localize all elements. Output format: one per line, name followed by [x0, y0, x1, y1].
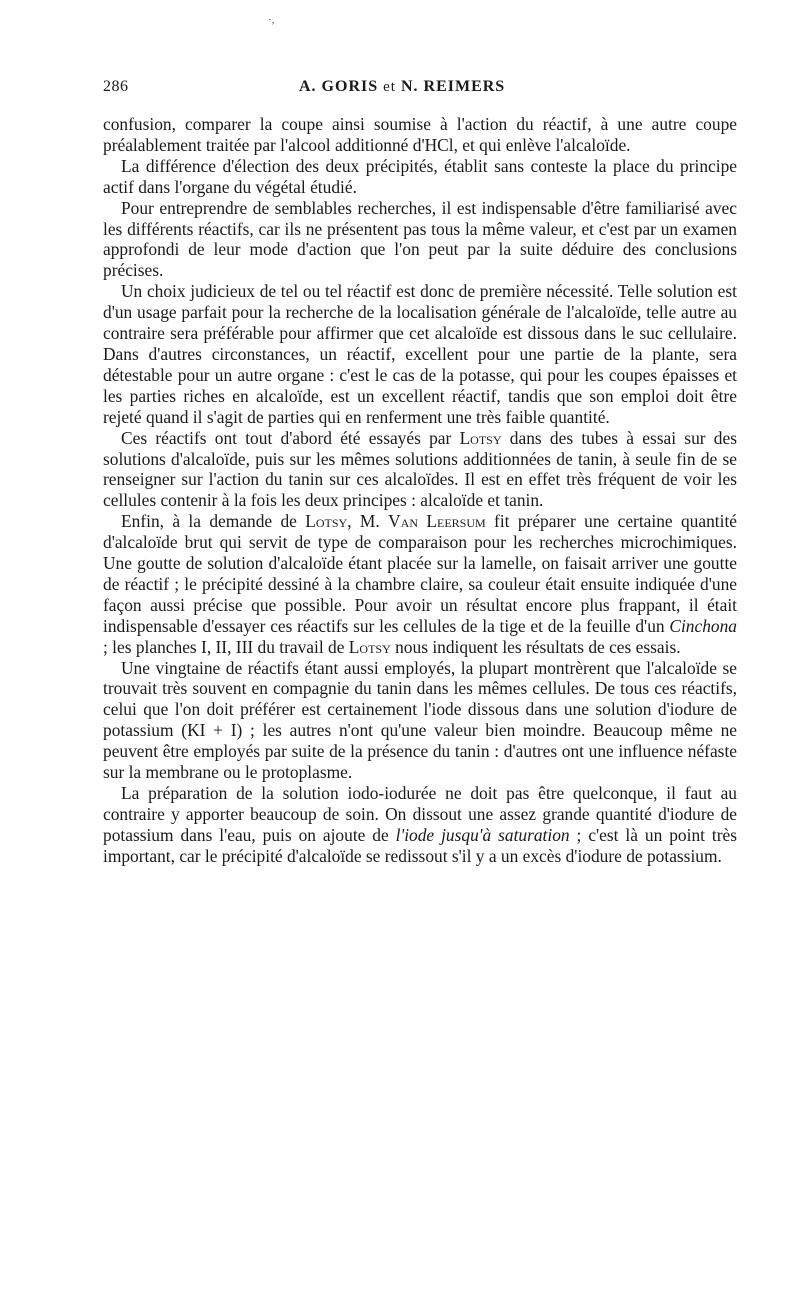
paragraph-1: confusion, comparer la coupe ainsi soumise à l'action du réactif, à une autre coupe préalablement traitée par l'alcool additionné d'HCl, et qui enlève l'alcaloïde.: [103, 114, 737, 155]
paragraph-5-text-before: Ces réactifs ont tout d'abord été essayés par: [121, 427, 460, 448]
page-number: 286: [103, 78, 129, 95]
author-2: N. REIMERS: [400, 78, 506, 95]
author-1: A. GORIS: [299, 78, 379, 95]
paragraph-6-seg-4: ; les planches I, II, III du travail de: [103, 636, 349, 657]
genus-name-cinchona: Cinchona: [669, 615, 737, 636]
author-name-lotsy: Lotsy: [459, 427, 502, 448]
running-head: [299, 78, 505, 96]
emphasis-saturation: l'iode jusqu'à saturation: [395, 824, 570, 845]
paragraph-8-seg-1: La préparation de la solution iodo-iodurée ne doit pas être quelconque, il faut au contraire y apporter beaucoup de soin. On dissout une assez grande quantité d'iodure de potassium dans l'eau, puis on ajoute de: [103, 783, 737, 845]
body-text: [103, 114, 737, 867]
page-header: [103, 78, 737, 102]
paragraph-2: La différence d'élection des deux précipités, établit sans conteste la place du principe actif dans l'organe du végétal étudié.: [103, 155, 737, 197]
author-name-lotsy: Lotsy: [348, 636, 391, 657]
paragraph-6-seg-2: , M.: [347, 511, 389, 532]
stray-mark: ·,: [268, 14, 275, 26]
author-name-lotsy: Lotsy: [305, 511, 348, 532]
paragraph-6: [103, 511, 737, 657]
paragraph-5-text-after: dans des tubes à essai sur des solutions d'alcaloïde, puis sur les mêmes solutions additionnées de tanin, à seule fin de se renseigner sur l'action du tanin sur ces alcaloïdes. Il est en effet très fréquent de voir les cellules contenir à la fois les deux principes : alcaloïde et tanin.: [103, 427, 737, 511]
paragraph-3: Pour entreprendre de semblables recherches, il est indispensable d'être familiarisé avec les différents réactifs, car ils ne présentent pas tous la même valeur, et c'est par un examen approfondi de leur mode d'action que l'on peut par la suite déduire des conclusions précises.: [103, 197, 737, 281]
paragraph-4: Un choix judicieux de tel ou tel réactif est donc de première nécessité. Telle solution est d'un usage parfait pour la recherche de la localisation générale de l'alcaloïde, telle autre au contraire sera préférable pour affirmer que cet alcaloïde est dissous dans le suc cellulaire. Dans d'autres circonstances, un réactif, excellent pour une partie de la plante, sera détestable pour un autre organe : c'est le cas de la potasse, qui pour les coupes épaisses et les parties riches en alcaloïde, est un excellent réactif, tandis que son emploi doit être rejeté quand il s'agit de parties qui en renferment une très faible quantité.: [103, 281, 737, 427]
paragraph-7: Une vingtaine de réactifs étant aussi employés, la plupart montrèrent que l'alcaloïde se trouvait très souvent en compagnie du tanin dans les mêmes cellules. De tous ces réactifs, celui que l'on doit préférer est certainement l'iode dissous dans une solution d'iodure de potassium (KI + I) ; les autres n'ont qu'une valeur bien moindre. Beaucoup même ne peuvent être employés par suite de la présence du tanin : d'autres ont une influence néfaste sur la membrane ou le protoplasme.: [103, 657, 737, 783]
paragraph-6-seg-3: fit préparer une certaine quantité d'alcaloïde brut qui servit de type de comparaison pour les recherches microchimiques. Une goutte de solution d'alcaloïde étant placée sur la lamelle, on faisait arriver une goutte de réactif ; le précipité dessiné à la chambre claire, sa couleur était ensuite indiquée d'une façon aussi précise que possible. Pour avoir un résultat encore plus frappant, il était indispensable d'essayer ces réactifs sur les cellules de la tige et de la feuille d'un: [103, 511, 737, 636]
paragraph-6-seg-1: Enfin, à la demande de: [121, 511, 306, 532]
paragraph-8: [103, 783, 737, 867]
paragraph-5: [103, 428, 737, 512]
paragraph-8-seg-2: ; c'est là un point très important, car le précipité d'alcaloïde se redissout s'il y a un excès d'iodure de potassium.: [103, 824, 738, 866]
paragraph-6-seg-5: nous indiquent les résultats de ces essais.: [390, 636, 681, 657]
conjunction: et: [383, 79, 396, 95]
author-name-van-leersum: Van Leersum: [388, 511, 486, 532]
